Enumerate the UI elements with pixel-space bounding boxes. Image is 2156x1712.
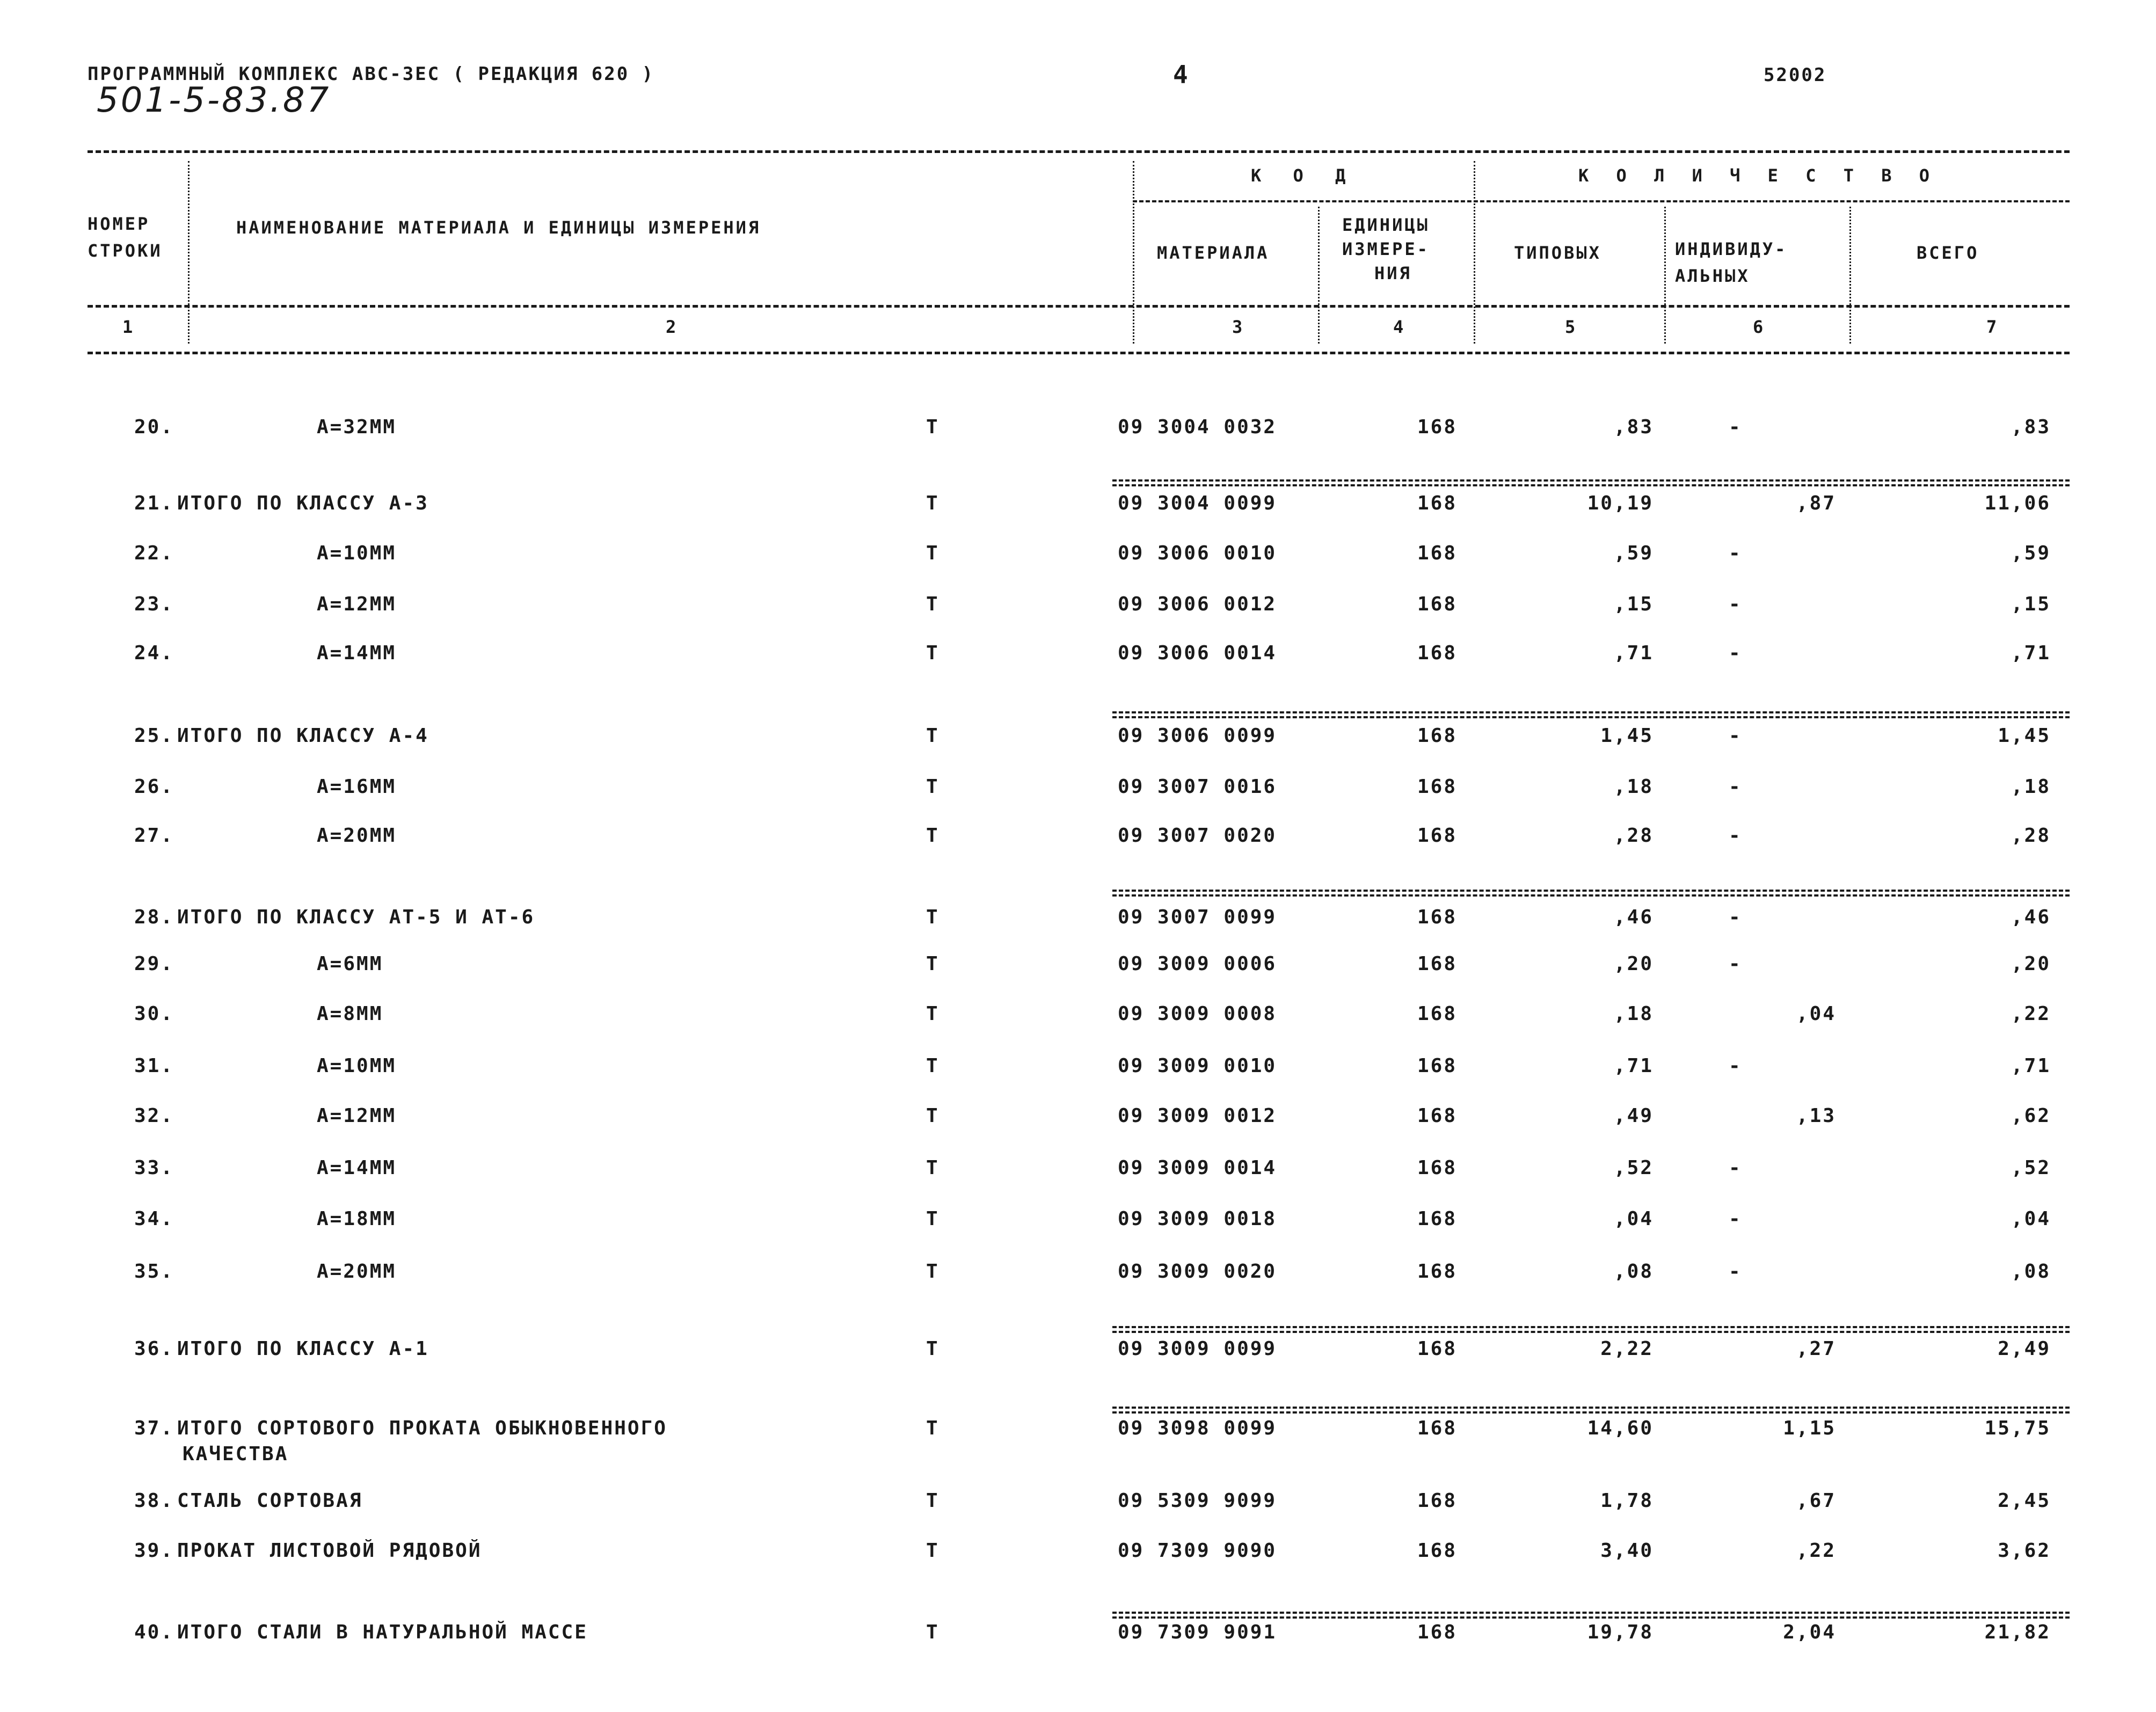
material-code: 09 3009 0014 <box>1118 1157 1277 1179</box>
subtotal-rule <box>1112 479 2070 482</box>
material-code: 09 3009 0018 <box>1118 1208 1277 1230</box>
unit-code: 168 <box>1417 542 1458 564</box>
typical-quantity: ,46 <box>1613 906 1654 928</box>
row-number: 32. <box>134 1105 174 1127</box>
material-code: 09 3009 0099 <box>1118 1338 1277 1360</box>
unit-code: 168 <box>1417 725 1458 747</box>
individual-quantity: - <box>1729 542 1742 564</box>
subtotal-rule <box>1112 894 2070 897</box>
total-quantity: ,71 <box>2011 642 2051 664</box>
material-name: А=20ММ <box>317 825 397 847</box>
unit-of-measure: Т <box>926 1261 939 1283</box>
program-title: ПРОГРАММНЫЙ КОМПЛЕКС АВС-ЗЕС ( РЕДАКЦИЯ 620 ) <box>88 63 655 85</box>
typical-quantity: ,71 <box>1613 1055 1654 1077</box>
table-row <box>0 1055 2156 1087</box>
total-quantity: ,04 <box>2011 1208 2051 1230</box>
unit-code: 168 <box>1417 953 1458 975</box>
material-code: 09 3007 0016 <box>1118 776 1277 798</box>
material-code: 09 3007 0099 <box>1118 906 1277 928</box>
table-row <box>0 1157 2156 1189</box>
material-code: 09 7309 9091 <box>1118 1621 1277 1643</box>
col-number-3: 3 <box>1232 317 1245 337</box>
subtotal-rule <box>1112 1411 2070 1414</box>
total-quantity: 2,45 <box>1998 1490 2051 1512</box>
col-number-1: 1 <box>122 317 135 337</box>
unit-of-measure: Т <box>926 953 939 975</box>
typical-quantity: ,71 <box>1613 642 1654 664</box>
row-number: 34. <box>134 1208 174 1230</box>
total-quantity: ,83 <box>2011 416 2051 438</box>
material-name: ИТОГО СТАЛИ В НАТУРАЛЬНОЙ МАССЕ <box>177 1621 588 1643</box>
table-row <box>0 1490 2156 1522</box>
row-number: 20. <box>134 416 174 438</box>
individual-quantity: - <box>1729 776 1742 798</box>
material-code-label: МАТЕРИАЛА <box>1157 243 1270 263</box>
individual-label-2: АЛЬНЫХ <box>1675 266 1750 286</box>
row-number: 30. <box>134 1003 174 1025</box>
table-row <box>0 1540 2156 1572</box>
unit-code: 168 <box>1417 1003 1458 1025</box>
table-row <box>0 825 2156 857</box>
total-quantity: 11,06 <box>1984 492 2051 514</box>
unit-code: 168 <box>1417 416 1458 438</box>
unit-code: 168 <box>1417 1157 1458 1179</box>
table-row <box>0 953 2156 985</box>
material-code: 09 3006 0099 <box>1118 725 1277 747</box>
table-row <box>0 725 2156 757</box>
unit-of-measure: Т <box>926 776 939 798</box>
total-label: ВСЕГО <box>1917 243 1979 263</box>
subtotal-rule <box>1112 1616 2070 1619</box>
subtotal-rule <box>1112 711 2070 713</box>
unit-of-measure: Т <box>926 593 939 615</box>
unit-code: 168 <box>1417 1055 1458 1077</box>
row-number: 40. <box>134 1621 174 1643</box>
table-row <box>0 542 2156 574</box>
individual-quantity: 1,15 <box>1783 1417 1836 1439</box>
typical-quantity: 1,78 <box>1600 1490 1654 1512</box>
material-name: ИТОГО ПО КЛАССУ А-3 <box>177 492 429 514</box>
total-quantity: ,22 <box>2011 1003 2051 1025</box>
material-name: ИТОГО СОРТОВОГО ПРОКАТА ОБЫКНОВЕННОГО <box>177 1417 667 1439</box>
table-row <box>0 642 2156 674</box>
row-number: 25. <box>134 725 174 747</box>
unit-code: 168 <box>1417 642 1458 664</box>
unit-code: 168 <box>1417 1621 1458 1643</box>
individual-quantity: ,13 <box>1796 1105 1836 1127</box>
unit-label-2: ИЗМЕРЕ- <box>1342 239 1430 259</box>
unit-code: 168 <box>1417 1417 1458 1439</box>
header-rule-bottom <box>88 352 2070 354</box>
typical-quantity: 14,60 <box>1587 1417 1654 1439</box>
row-number: 27. <box>134 825 174 847</box>
typical-quantity: 19,78 <box>1587 1621 1654 1643</box>
individual-label-1: ИНДИВИДУ- <box>1675 239 1788 259</box>
material-name-continuation: КАЧЕСТВА <box>183 1443 289 1465</box>
typical-quantity: ,49 <box>1613 1105 1654 1127</box>
col-sep-3 <box>1318 207 1320 344</box>
typical-quantity: ,83 <box>1613 416 1654 438</box>
typical-quantity: 3,40 <box>1600 1540 1654 1562</box>
total-quantity: ,52 <box>2011 1157 2051 1179</box>
row-number: 26. <box>134 776 174 798</box>
table-row <box>0 593 2156 625</box>
individual-quantity: ,04 <box>1796 1003 1836 1025</box>
individual-quantity: - <box>1729 953 1742 975</box>
typical-quantity: 10,19 <box>1587 492 1654 514</box>
unit-code: 168 <box>1417 1105 1458 1127</box>
unit-of-measure: Т <box>926 1338 939 1360</box>
material-code: 09 3009 0020 <box>1118 1261 1277 1283</box>
col-number-2: 2 <box>666 317 679 337</box>
row-number: 28. <box>134 906 174 928</box>
material-code: 09 3009 0006 <box>1118 953 1277 975</box>
unit-of-measure: Т <box>926 1003 939 1025</box>
unit-of-measure: Т <box>926 642 939 664</box>
unit-code: 168 <box>1417 1540 1458 1562</box>
unit-of-measure: Т <box>926 1540 939 1562</box>
col-number-5: 5 <box>1565 317 1578 337</box>
total-quantity: 2,49 <box>1998 1338 2051 1360</box>
unit-of-measure: Т <box>926 542 939 564</box>
row-number: 29. <box>134 953 174 975</box>
unit-code: 168 <box>1417 1208 1458 1230</box>
table-row <box>0 1003 2156 1035</box>
subtotal-rule <box>1112 1331 2070 1333</box>
unit-code: 168 <box>1417 492 1458 514</box>
table-row <box>0 416 2156 448</box>
row-number: 33. <box>134 1157 174 1179</box>
total-quantity: ,62 <box>2011 1105 2051 1127</box>
typical-quantity: ,28 <box>1613 825 1654 847</box>
material-code: 09 3006 0012 <box>1118 593 1277 615</box>
header-rule-top <box>88 150 2070 153</box>
row-number: 24. <box>134 642 174 664</box>
subtotal-rule <box>1112 716 2070 718</box>
typical-quantity: ,15 <box>1613 593 1654 615</box>
row-number-label-2: СТРОКИ <box>88 241 163 261</box>
col-number-6: 6 <box>1753 317 1766 337</box>
unit-of-measure: Т <box>926 416 939 438</box>
individual-quantity: - <box>1729 416 1742 438</box>
material-name: ИТОГО ПО КЛАССУ А-4 <box>177 725 429 747</box>
typical-quantity: ,18 <box>1613 1003 1654 1025</box>
material-name: А=14ММ <box>317 642 397 664</box>
typical-label: ТИПОВЫХ <box>1514 243 1601 263</box>
unit-code: 168 <box>1417 906 1458 928</box>
total-quantity: ,15 <box>2011 593 2051 615</box>
document-code: 52002 <box>1764 64 1827 86</box>
material-name: А=32ММ <box>317 416 397 438</box>
col-sep-2 <box>1133 161 1134 344</box>
material-name: А=6ММ <box>317 953 383 975</box>
unit-code: 168 <box>1417 1338 1458 1360</box>
code-subheader-rule <box>1133 200 2070 202</box>
name-column-label: НАИМЕНОВАНИЕ МАТЕРИАЛА И ЕДИНИЦЫ ИЗМЕРЕНИЯ <box>236 217 761 238</box>
table-row <box>0 906 2156 938</box>
subtotal-rule <box>1112 1612 2070 1614</box>
individual-quantity: ,67 <box>1796 1490 1836 1512</box>
unit-of-measure: Т <box>926 1417 939 1439</box>
individual-quantity: - <box>1729 725 1742 747</box>
typical-quantity: 1,45 <box>1600 725 1654 747</box>
table-row <box>0 492 2156 524</box>
individual-quantity: - <box>1729 1208 1742 1230</box>
table-row <box>0 1621 2156 1653</box>
total-quantity: ,20 <box>2011 953 2051 975</box>
material-code: 09 3004 0032 <box>1118 416 1277 438</box>
individual-quantity: - <box>1729 1157 1742 1179</box>
unit-code: 168 <box>1417 1490 1458 1512</box>
page-number: 4 <box>1173 60 1190 89</box>
material-code: 09 3009 0010 <box>1118 1055 1277 1077</box>
unit-of-measure: Т <box>926 725 939 747</box>
material-code: 09 3006 0014 <box>1118 642 1277 664</box>
individual-quantity: - <box>1729 1055 1742 1077</box>
material-code: 09 7309 9090 <box>1118 1540 1277 1562</box>
typical-quantity: ,59 <box>1613 542 1654 564</box>
row-number: 35. <box>134 1261 174 1283</box>
quantity-group-label: К О Л И Ч Е С Т В О <box>1578 165 1939 186</box>
unit-of-measure: Т <box>926 1621 939 1643</box>
individual-quantity: - <box>1729 906 1742 928</box>
table-row <box>0 1261 2156 1293</box>
unit-of-measure: Т <box>926 492 939 514</box>
unit-label-3: НИЯ <box>1374 263 1412 283</box>
col-sep-5 <box>1664 207 1666 344</box>
total-quantity: ,28 <box>2011 825 2051 847</box>
unit-of-measure: Т <box>926 1055 939 1077</box>
material-code: 09 3004 0099 <box>1118 492 1277 514</box>
col-sep-1 <box>188 161 190 344</box>
material-name: ИТОГО ПО КЛАССУ А-1 <box>177 1338 429 1360</box>
unit-of-measure: Т <box>926 1157 939 1179</box>
typical-quantity: ,20 <box>1613 953 1654 975</box>
material-name: А=12ММ <box>317 1105 397 1127</box>
header-rule-middle <box>88 305 2070 308</box>
material-name: А=10ММ <box>317 542 397 564</box>
col-sep-4 <box>1474 161 1475 344</box>
row-number-label-1: НОМЕР <box>88 214 150 234</box>
total-quantity: ,18 <box>2011 776 2051 798</box>
typical-quantity: ,52 <box>1613 1157 1654 1179</box>
individual-quantity: - <box>1729 593 1742 615</box>
material-name: А=8ММ <box>317 1003 383 1025</box>
material-name: А=14ММ <box>317 1157 397 1179</box>
table-row <box>0 1105 2156 1137</box>
material-code: 09 3098 0099 <box>1118 1417 1277 1439</box>
subtotal-rule <box>1112 1326 2070 1328</box>
subtotal-rule <box>1112 890 2070 892</box>
code-group-label: К О Д <box>1251 165 1357 186</box>
unit-code: 168 <box>1417 825 1458 847</box>
material-name: А=12ММ <box>317 593 397 615</box>
total-quantity: ,71 <box>2011 1055 2051 1077</box>
row-number: 39. <box>134 1540 174 1562</box>
typical-quantity: ,18 <box>1613 776 1654 798</box>
table-row <box>0 1417 2156 1465</box>
col-sep-6 <box>1849 207 1851 344</box>
document-number: 501-5-83.87 <box>97 81 331 120</box>
individual-quantity: - <box>1729 642 1742 664</box>
total-quantity: ,08 <box>2011 1261 2051 1283</box>
total-quantity: ,46 <box>2011 906 2051 928</box>
typical-quantity: ,08 <box>1613 1261 1654 1283</box>
row-number: 23. <box>134 593 174 615</box>
row-number: 31. <box>134 1055 174 1077</box>
total-quantity: ,59 <box>2011 542 2051 564</box>
unit-of-measure: Т <box>926 825 939 847</box>
unit-of-measure: Т <box>926 1105 939 1127</box>
material-name: СТАЛЬ СОРТОВАЯ <box>177 1490 363 1512</box>
total-quantity: 3,62 <box>1998 1540 2051 1562</box>
material-code: 09 3006 0010 <box>1118 542 1277 564</box>
subtotal-rule <box>1112 484 2070 486</box>
unit-of-measure: Т <box>926 1208 939 1230</box>
col-number-4: 4 <box>1393 317 1406 337</box>
total-quantity: 1,45 <box>1998 725 2051 747</box>
row-number: 37. <box>134 1417 174 1439</box>
individual-quantity: - <box>1729 1261 1742 1283</box>
material-code: 09 3009 0012 <box>1118 1105 1277 1127</box>
total-quantity: 15,75 <box>1984 1417 2051 1439</box>
total-quantity: 21,82 <box>1984 1621 2051 1643</box>
material-code: 09 5309 9099 <box>1118 1490 1277 1512</box>
unit-code: 168 <box>1417 776 1458 798</box>
typical-quantity: 2,22 <box>1600 1338 1654 1360</box>
individual-quantity: - <box>1729 825 1742 847</box>
material-code: 09 3009 0008 <box>1118 1003 1277 1025</box>
typical-quantity: ,04 <box>1613 1208 1654 1230</box>
row-number: 22. <box>134 542 174 564</box>
material-name: ПРОКАТ ЛИСТОВОЙ РЯДОВОЙ <box>177 1540 482 1562</box>
material-name: А=10ММ <box>317 1055 397 1077</box>
table-row <box>0 776 2156 808</box>
individual-quantity: 2,04 <box>1783 1621 1836 1643</box>
material-name: А=16ММ <box>317 776 397 798</box>
individual-quantity: ,22 <box>1796 1540 1836 1562</box>
material-name: А=18ММ <box>317 1208 397 1230</box>
subtotal-rule <box>1112 1407 2070 1409</box>
material-name: ИТОГО ПО КЛАССУ АТ-5 И АТ-6 <box>177 906 535 928</box>
row-number: 38. <box>134 1490 174 1512</box>
material-code: 09 3007 0020 <box>1118 825 1277 847</box>
unit-of-measure: Т <box>926 906 939 928</box>
individual-quantity: ,27 <box>1796 1338 1836 1360</box>
unit-code: 168 <box>1417 1261 1458 1283</box>
unit-of-measure: Т <box>926 1490 939 1512</box>
material-name: А=20ММ <box>317 1261 397 1283</box>
unit-code: 168 <box>1417 593 1458 615</box>
row-number: 21. <box>134 492 174 514</box>
table-row <box>0 1208 2156 1240</box>
unit-label-1: ЕДИНИЦЫ <box>1342 215 1430 235</box>
table-row <box>0 1338 2156 1370</box>
row-number: 36. <box>134 1338 174 1360</box>
col-number-7: 7 <box>1986 317 1999 337</box>
individual-quantity: ,87 <box>1796 492 1836 514</box>
